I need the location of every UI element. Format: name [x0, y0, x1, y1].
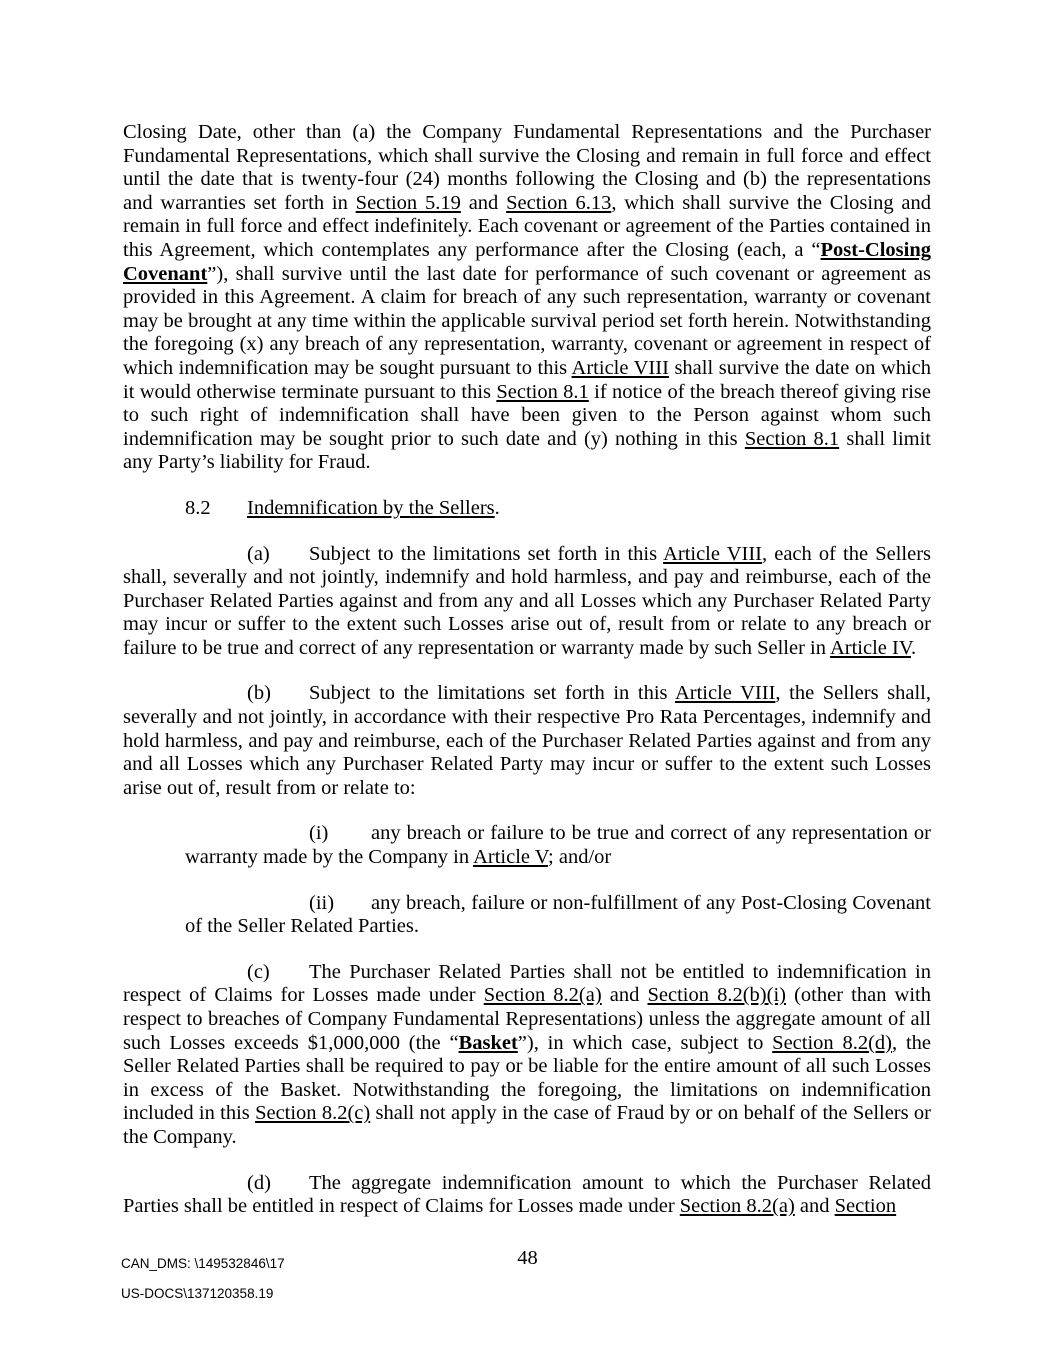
text-segment: shall not apply in the case of Fraud by or on behalf of the Sellers or the Company. [123, 1102, 931, 1148]
paragraph-8-2-b [123, 682, 931, 800]
section-reference: Section 8.2(c) [255, 1102, 371, 1125]
text-segment: , each of the Sellers shall, severally and not jointly, indemnify and hold harmless, and pay and reimburse, each of the Purchaser Related Parties against and from any and all Losses which any Purchaser Related Party may incur or suffer to the extent such Losses arise out of, result from or relate to any breach or failure to be true and correct of any representation or warranty made by such Seller in [123, 542, 931, 659]
text-segment: Subject to the limitations set forth in this [309, 542, 664, 565]
section-reference: Section 8.1 [496, 380, 589, 403]
section-reference: Section 8.1 [744, 427, 840, 450]
page-footer [0, 1245, 1055, 1365]
text-segment: . [494, 496, 500, 519]
text-segment: and [460, 191, 507, 214]
text-segment: if notice of the breach thereof giving rise to such right of indemnification shall have been given to the Person against whom such indemnification may be sought prior to such date and (y) nothing in this [123, 380, 931, 450]
text-segment: (other than with respect to breaches of Company Fundamental Representations) unless the aggregate amount of all such Losses exceeds $1,000,000 (the “ [123, 984, 931, 1054]
section-reference: Article VIII [674, 682, 776, 705]
text-segment: The aggregate indemnification amount to which the Purchaser Related Parties shall be entitled in respect of Claims for Losses made under [123, 1171, 931, 1218]
paragraph-label: (d) [247, 1171, 271, 1194]
page-number: 48 [517, 1247, 538, 1269]
paragraph-label: (ii) [309, 891, 335, 914]
section-reference: Section 5.19 [355, 191, 461, 214]
text-segment: Closing Date, other than (a) the Company Fundamental Representations and the Purchaser Fundamental Representations, which shall survive the Closing and remain in full force and effect until the date that is twenty-four (24) months following the Closing and (b) the representations and warranties set forth in [123, 121, 931, 214]
paragraph-label: (b) [247, 682, 271, 705]
section-reference: Section 6.13 [506, 191, 612, 214]
defined-term: Basket [458, 1031, 518, 1054]
section-reference: Section 8.2(a) [679, 1195, 795, 1218]
paragraph-label: (c) [247, 960, 270, 983]
text-segment: Subject to the limitations set forth in this [309, 682, 675, 705]
text-segment: , the Seller Related Parties shall be required to pay or be liable for the entire amount of all such Losses in excess of the Basket. Notwithstanding the foregoing, the limitations on indemnification included in this [123, 1031, 931, 1125]
section-reference: Article VIII [663, 542, 762, 565]
section-reference: Indemnification by the Sellers [247, 496, 495, 519]
footer-doc-id-line-1: CAN_DMS: \149532846\17 [121, 1256, 285, 1271]
paragraph-label: 8.2 [185, 496, 211, 519]
section-reference: Section 8.2(a) [483, 984, 602, 1007]
text-segment: . [911, 636, 917, 659]
footer-doc-id-line-2: US-DOCS\137120358.19 [121, 1286, 274, 1301]
defined-term: Post-Closing Covenant [123, 238, 931, 285]
paragraph-survival-continuation [123, 121, 931, 475]
text-segment: ; and/or [548, 846, 612, 869]
heading-section-8-2 [123, 497, 931, 521]
section-reference: Section [834, 1195, 897, 1218]
paragraph-8-2-b-ii [185, 892, 931, 939]
text-segment: and [794, 1195, 835, 1218]
text-segment: , which shall survive the Closing and remain in full force and effect indefinitely. Each covenant or agreement of the Parties contained in this Agreement, which contemplates any performance after the Closing (each, a “ [123, 191, 931, 261]
document-body [123, 121, 931, 1241]
text-segment: shall survive the date on which it would otherwise terminate pursuant to this [123, 356, 931, 403]
text-segment: and [601, 984, 648, 1007]
text-segment: any breach, failure or non-fulfillment of any Post-Closing Covenant of the Seller Related Parties. [185, 891, 931, 938]
text-segment: any breach or failure to be true and correct of any representation or warranty made by the Company in [185, 822, 931, 869]
section-reference: Section 8.2(b)(i) [647, 984, 786, 1007]
text-segment: ”), shall survive until the last date for performance of such covenant or agreement as provided in this Agreement. A claim for breach of any such representation, warranty or covenant may be brought at any time within the applicable survival period set forth herein. Notwithstanding the foregoing (x) any breach of any representation, warranty, covenant or agreement in respect of which indemnification may be sought pursuant to this [123, 262, 931, 379]
section-reference: Article IV [829, 636, 912, 659]
paragraph-8-2-b-i [185, 822, 931, 869]
text-segment: ”), in which case, subject to [517, 1031, 773, 1054]
section-reference: Article V [473, 846, 549, 869]
paragraph-label: (a) [247, 542, 270, 565]
paragraph-8-2-d [123, 1172, 931, 1219]
paragraph-8-2-a [123, 543, 931, 661]
section-reference: Article VIII [571, 356, 669, 379]
text-segment: The Purchaser Related Parties shall not be entitled to indemnification in respect of Claims for Losses made under [123, 960, 931, 1007]
text-segment: , the Sellers shall, severally and not jointly, in accordance with their respective Pro Rata Percentages, indemnify and hold harmless, and pay and reimburse, each of the Purchaser Related Parties against and from any and all Losses which any Purchaser Related Party may incur or suffer to the extent such Losses arise out of, result from or relate to: [123, 682, 932, 799]
paragraph-label: (i) [309, 822, 329, 845]
text-segment: shall limit any Party’s liability for Fraud. [123, 427, 931, 474]
section-reference: Section 8.2(d) [772, 1031, 893, 1054]
paragraph-8-2-c [123, 961, 931, 1150]
